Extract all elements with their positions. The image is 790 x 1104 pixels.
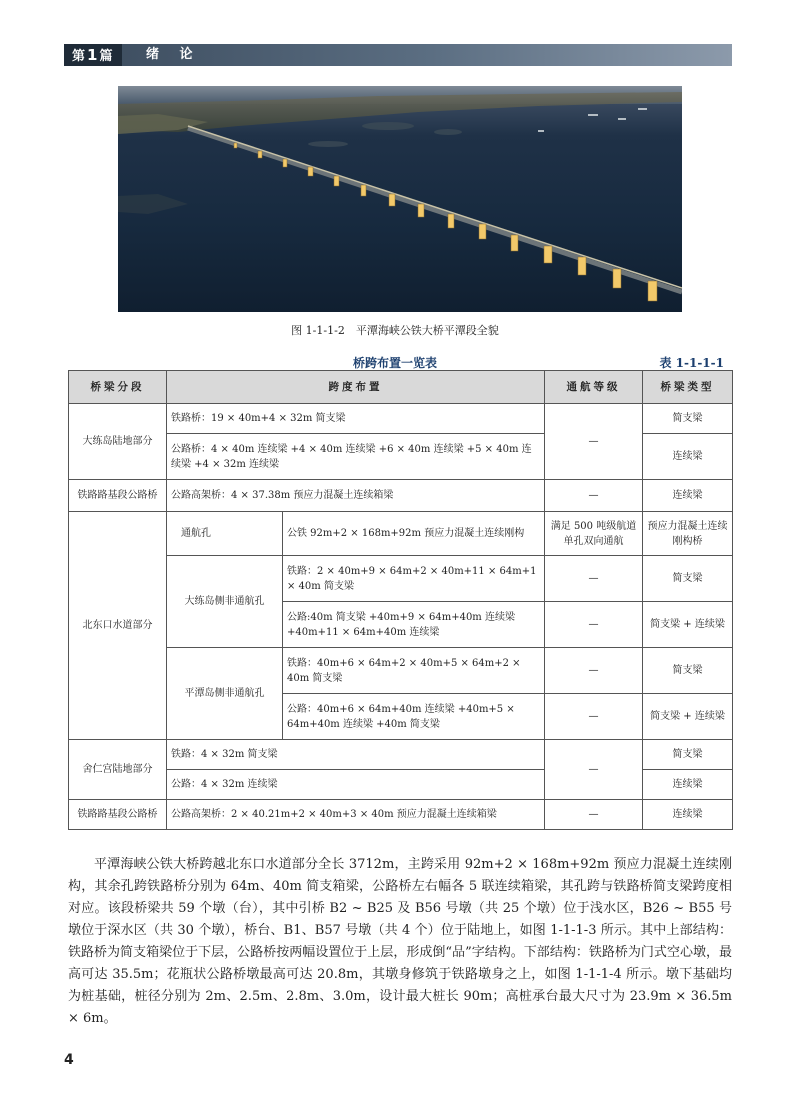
- nav-cell: 满足 500 吨级航道单孔双向通航: [545, 512, 643, 556]
- span-cell: 公路高架桥：4 × 37.38m 预应力混凝土连续箱梁: [167, 480, 545, 512]
- table-header-row: [69, 371, 733, 404]
- chapter-prefix: 第: [72, 49, 86, 64]
- span-cell: 公路：40m+6 × 64m+40m 连续梁 +40m+5 × 64m+40m 连续梁 +40m 简支梁: [283, 694, 545, 740]
- figure-caption: 图 1-1-1-2 平潭海峡公铁大桥平潭段全貌: [291, 324, 499, 337]
- nav-cell: —: [545, 480, 643, 512]
- type-cell: 连续梁: [643, 770, 733, 800]
- type-cell: 简支梁: [643, 740, 733, 770]
- chapter-header-bar: [64, 44, 732, 66]
- table-row: [69, 556, 733, 602]
- table-row: [69, 404, 733, 434]
- nav-cell: —: [545, 694, 643, 740]
- table-row: [69, 648, 733, 694]
- header-section: 桥梁分段: [69, 371, 167, 404]
- bridge-photo-drawing: [118, 86, 682, 312]
- table-number: 表 1-1-1-1: [659, 356, 724, 370]
- type-cell: 简支梁: [643, 404, 733, 434]
- section-cell: 铁路路基段公路桥: [69, 800, 167, 830]
- header-bridge-type: 桥梁类型: [643, 371, 733, 404]
- type-cell: 连续梁: [643, 480, 733, 512]
- span-cell: 铁路：2 × 40m+9 × 64m+2 × 40m+11 × 64m+1 × 40m 简支梁: [283, 556, 545, 602]
- span-cell: 公路：4 × 32m 连续梁: [167, 770, 545, 800]
- chapter-number: 1: [87, 46, 98, 64]
- page-number: 4: [64, 1052, 74, 1068]
- type-cell: 连续梁: [643, 800, 733, 830]
- section-cell: 大练岛陆地部分: [69, 404, 167, 480]
- section-cell: 北东口水道部分: [69, 512, 167, 740]
- span-cell: 公路:40m 简支梁 +40m+9 × 64m+40m 连续梁 +40m+11 × 64m+40m 连续梁: [283, 602, 545, 648]
- span-cell: 公路高架桥：2 × 40.21m+2 × 40m+3 × 40m 预应力混凝土连续箱梁: [167, 800, 545, 830]
- table-row: [69, 800, 733, 830]
- table-row: [69, 512, 733, 556]
- subsection-cell: 平潭岛侧非通航孔: [167, 648, 283, 740]
- nav-cell: —: [545, 602, 643, 648]
- chapter-suffix: 篇: [99, 49, 113, 64]
- header-navigation: 通航等级: [545, 371, 643, 404]
- body-text: [68, 854, 732, 1030]
- span-layout-table: [68, 370, 733, 830]
- table-row: [69, 480, 733, 512]
- span-cell: 公铁 92m+2 × 168m+92m 预应力混凝土连续刚构: [283, 512, 545, 556]
- nav-cell: —: [545, 648, 643, 694]
- type-cell: 连续梁: [643, 434, 733, 480]
- span-cell: 铁路桥：19 × 40m+4 × 32m 简支梁: [167, 404, 545, 434]
- nav-cell: —: [545, 556, 643, 602]
- span-cell: 铁路：4 × 32m 简支梁: [167, 740, 545, 770]
- header-span: 跨度布置: [167, 371, 545, 404]
- type-cell: 简支梁: [643, 556, 733, 602]
- nav-cell: —: [545, 404, 643, 480]
- span-cell: 公路桥：4 × 40m 连续梁 +4 × 40m 连续梁 +6 × 40m 连续梁 +5 × 40m 连续梁 +4 × 32m 连续梁: [167, 434, 545, 480]
- subsection-cell: 通航孔: [167, 512, 283, 556]
- table-row: [69, 740, 733, 770]
- nav-cell: —: [545, 800, 643, 830]
- chapter-title: 绪 论: [146, 47, 201, 62]
- chapter-tag: [64, 44, 122, 66]
- body-paragraph: 平潭海峡公铁大桥跨越北东口水道部分全长 3712m，主跨采用 92m+2 × 168m+92m 预应力混凝土连续刚构，其余孔跨铁路桥分别为 64m、40m 简支箱梁，公路桥左右幅各 5 联连续箱梁，其孔跨与铁路桥简支梁跨度相对应。该段桥梁共 59 个墩（台），其中引桥 B2 ~ B25 及 B56 号墩（共 25 个墩）位于浅水区，B26 ~ B55 号墩位于深水区（共 30 个墩），桥台、B1、B57 号墩（共 4 个）位于陆地上，如图 1-1-1-3 所示。其中上部结构：铁路桥为简支箱梁位于下层，公路桥按两幅设置位于上层，形成倒“品”字结构。下部结构：铁路桥为门式空心墩，最高可达 35.5m；花瓶状公路桥墩最高可达 20.8m，其墩身修筑于铁路墩身之上，如图 1-1-1-4 所示。墩下基础均为桩基础，桩径分别为 2m、2.5m、2.8m、3.0m，设计最大桩长 90m；高桩承台最大尺寸为 23.9m × 36.5m × 6m。: [68, 857, 732, 1026]
- section-cell: 铁路路基段公路桥: [69, 480, 167, 512]
- type-cell: 简支梁: [643, 648, 733, 694]
- nav-cell: —: [545, 740, 643, 800]
- subsection-cell: 大练岛侧非通航孔: [167, 556, 283, 648]
- type-cell: 简支梁 + 连续梁: [643, 602, 733, 648]
- type-cell: 预应力混凝土连续刚构桥: [643, 512, 733, 556]
- table-title: 桥跨布置一览表: [352, 356, 437, 370]
- type-cell: 简支梁 + 连续梁: [643, 694, 733, 740]
- section-cell: 舍仁宫陆地部分: [69, 740, 167, 800]
- span-cell: 铁路：40m+6 × 64m+2 × 40m+5 × 64m+2 × 40m 简支梁: [283, 648, 545, 694]
- bridge-photo: [118, 86, 682, 312]
